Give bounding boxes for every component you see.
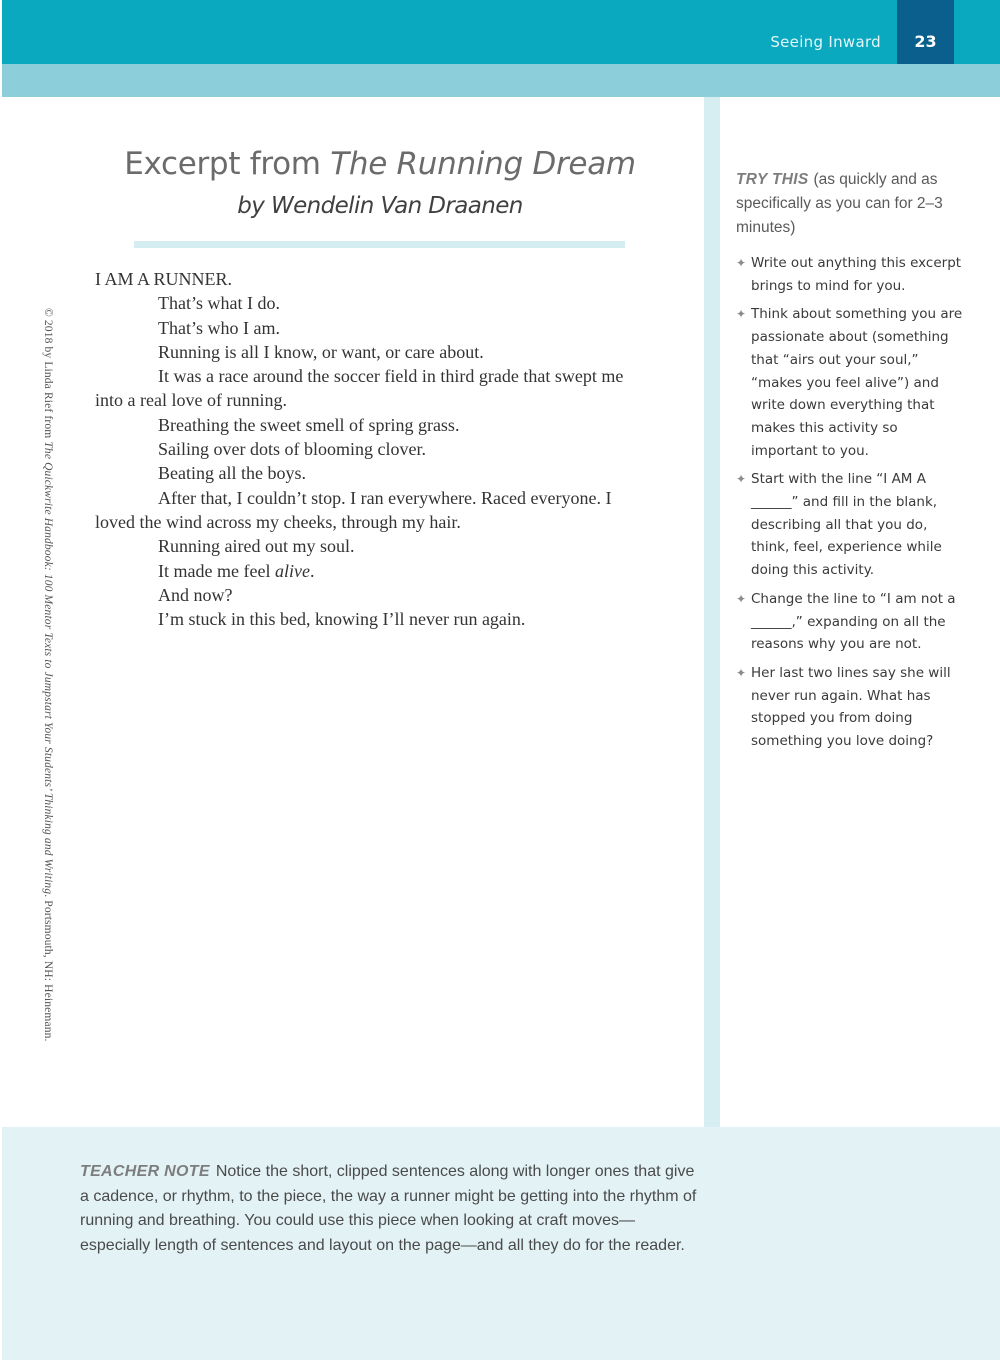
teacher-note-label: TEACHER NOTE <box>80 1163 210 1180</box>
excerpt-title: Excerpt from The Running Dream <box>124 146 636 182</box>
header-sub-band <box>2 64 1000 97</box>
try-this-intro: TRY THIS (as quickly and as specifically as you can for 2–3 minutes) <box>736 171 943 236</box>
teacher-note: TEACHER NOTE Notice the short, clipped sentences along with longer ones that give a cadence, or rhythm, to the piece, the way a runner might be getting into the rhythm of running and breathing. You could use this piece when looking at craft moves—especially length of sentences and layout on the page—and all they do for the reader. <box>80 1163 697 1254</box>
try-this-label: TRY THIS <box>736 171 809 188</box>
running-head: Seeing Inward <box>770 33 881 51</box>
excerpt-paragraph: Running aired out my soul. <box>158 536 355 557</box>
excerpt-paragraph: It was a race around the soccer field in third grade that swept me into a real love of running. <box>95 366 624 411</box>
four-point-star-icon: ✦ <box>736 591 747 606</box>
sidebar-divider <box>704 97 720 1127</box>
list-item: ✦ Think about something you are passionate about (something that “airs out your soul,” “makes you feel alive”) and write down everything that makes this activity so important to you. <box>736 303 964 462</box>
emphasis-word: alive <box>274 560 310 581</box>
excerpt-paragraph: I’m stuck in this bed, knowing I’ll never run again. <box>158 609 526 630</box>
page-number-box <box>897 0 954 64</box>
list-item: ✦ Her last two lines say she will never run again. What has stopped you from doing something you love doing? <box>736 662 964 753</box>
excerpt-paragraph: I AM A RUNNER. <box>95 269 233 289</box>
list-item: ✦ Write out anything this excerpt brings to mind for you. <box>736 252 964 297</box>
excerpt-paragraph: That’s who I am. <box>158 317 280 338</box>
excerpt-paragraph: Sailing over dots of blooming clover. <box>158 439 426 460</box>
try-this-list <box>736 252 964 759</box>
excerpt-paragraph: That’s what I do. <box>158 293 280 314</box>
copyright-line: © 2018 by Linda Rief from The Quickwrite Handbook: 100 Mentor Texts to Jumpstart Your Students’ Thinking and Writing. Portsmouth, NH: Heinemann. <box>42 308 54 1042</box>
page-number: 23 <box>914 32 937 51</box>
excerpt-paragraph: Beating all the boys. <box>158 463 306 484</box>
header-bar <box>2 0 1000 64</box>
excerpt-paragraph: After that, I couldn’t stop. I ran everywhere. Raced everyone. I loved the wind across my cheeks, through my hair. <box>95 487 612 532</box>
excerpt-body <box>95 267 635 631</box>
four-point-star-icon: ✦ <box>736 472 747 487</box>
four-point-star-icon: ✦ <box>736 307 747 322</box>
excerpt-byline: by Wendelin Van Draanen <box>237 193 523 219</box>
list-item: ✦ Start with the line “I AM A ______” and fill in the blank, describing all that you do, think, feel, experience while doing this activity. <box>736 468 964 582</box>
excerpt-paragraph: Breathing the sweet smell of spring grass. <box>158 414 460 435</box>
list-item: ✦ Change the line to “I am not a ______,” expanding on all the reasons why you are not. <box>736 588 964 656</box>
four-point-star-icon: ✦ <box>736 665 747 680</box>
four-point-star-icon: ✦ <box>736 256 747 270</box>
excerpt-paragraph: And now? <box>158 584 233 605</box>
excerpt-paragraph: It made me feel alive. <box>158 560 315 581</box>
title-rule <box>134 241 625 248</box>
excerpt-paragraph: Running is all I know, or want, or care about. <box>158 341 484 362</box>
